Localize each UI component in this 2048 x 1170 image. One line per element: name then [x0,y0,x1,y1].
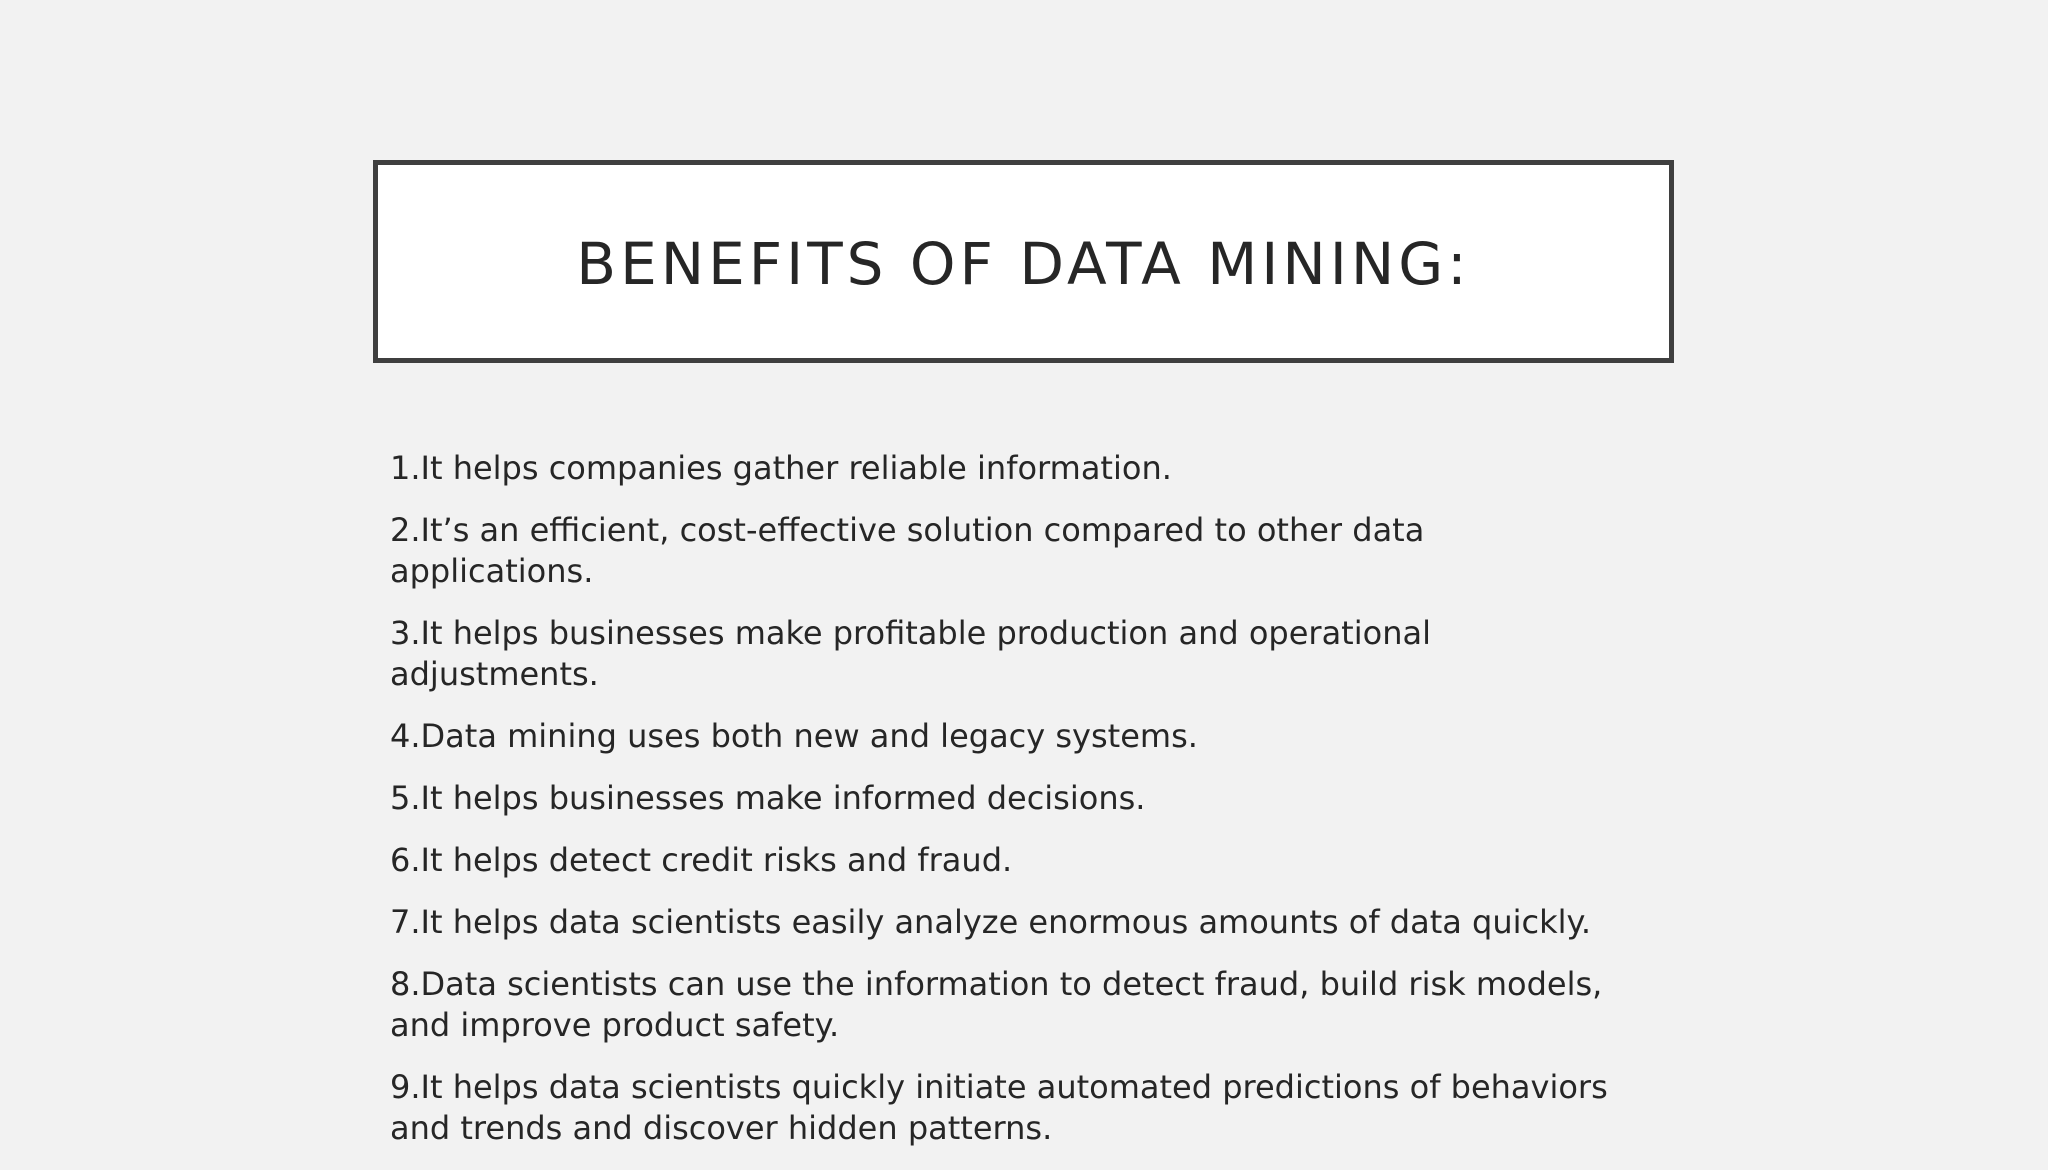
slide-title: BENEFITS OF DATA MINING: [576,229,1471,298]
list-item: 1.It helps companies gather reliable information. [390,449,1172,487]
list-item: 9.It helps data scientists quickly initiate automated predictions of behaviors and trends and discover hidden patterns. [390,1068,1608,1147]
list-item: 5.It helps businesses make informed decisions. [390,779,1146,817]
list-item: 8.Data scientists can use the information to detect fraud, build risk models, and improve product safety. [390,965,1603,1044]
list-item: 6.It helps detect credit risks and fraud. [390,841,1013,879]
benefits-list [390,448,1620,1170]
list-item: 3.It helps businesses make profitable production and operational adjustments. [390,614,1431,693]
list-item: 7.It helps data scientists easily analyze enormous amounts of data quickly. [390,903,1592,941]
list-item: 4.Data mining uses both new and legacy systems. [390,717,1198,755]
title-box [373,160,1674,363]
list-item: 2.It’s an efficient, cost-effective solution compared to other data applications. [390,511,1425,590]
